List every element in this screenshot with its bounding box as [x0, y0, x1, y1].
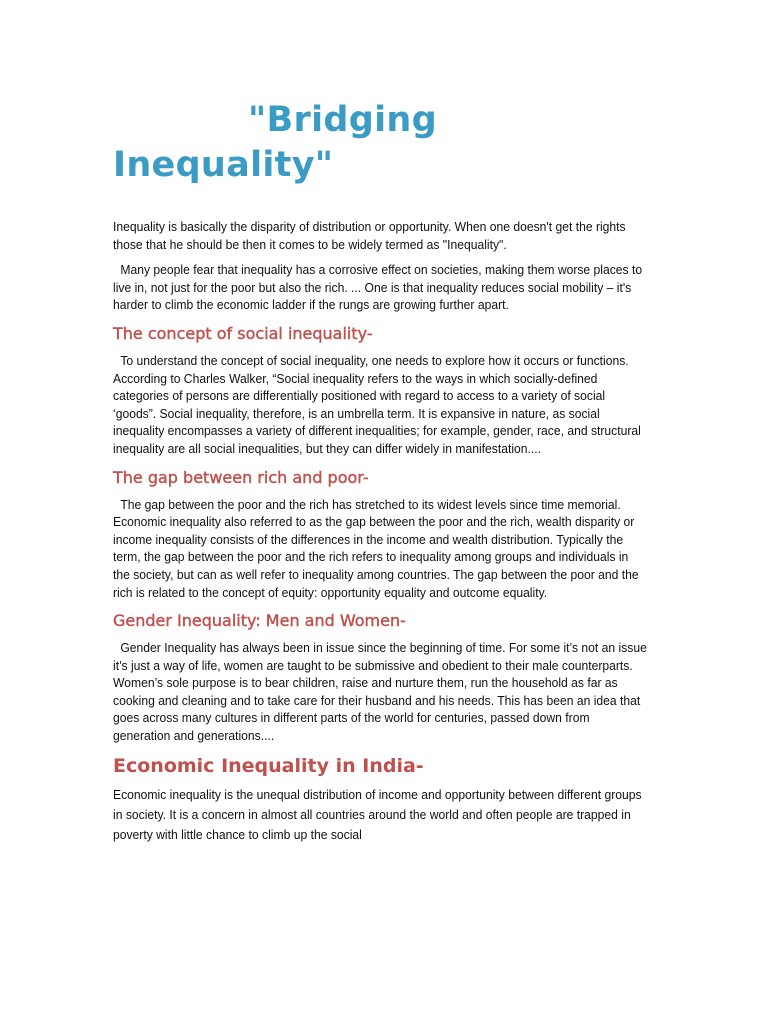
title-line-1: "Bridging — [248, 100, 437, 140]
section-heading-gender-inequality: Gender Inequality: Men and Women- — [113, 611, 406, 631]
intro-paragraph-2 — [113, 261, 648, 314]
section-heading-rich-poor-gap: The gap between rich and poor- — [113, 467, 369, 487]
title-line-2: Inequality" — [113, 145, 334, 185]
document-content — [113, 98, 653, 853]
intro-paragraph-2-text: Many people fear that inequality has a corrosive effect on societies, making them worse places to live in, not just for the poor but also the rich. ... One is that inequality reduces social mobility – it's harder to climb the economic ladder if the rungs are growing further apart. — [113, 262, 643, 313]
section-body-rich-poor-gap-text: The gap between the poor and the rich has stretched to its widest levels since time memorial. Economic inequality also referred to as the gap between the poor and the rich, wealth disparity or income inequality consists of the differences in the income and wealth distribution. Typically the term, the gap between the poor and the rich refers to inequality among groups and individuals in the society, but can as well refer to inequality among countries. The gap between the poor and the rich is related to the concept of equity: opportunity equality and outcome equality. — [113, 496, 639, 600]
section-body-rich-poor-gap — [113, 496, 648, 602]
section-heading-economic-inequality-india: Economic Inequality in India- — [113, 754, 424, 777]
section-body-gender-inequality-text: Gender Inequality has always been in issue since the beginning of time. For some it’s not an issue it’s just a way of life, women are taught to be submissive and obedient to their male counterparts. Women’s sole purpose is to bear children, raise and nurture them, run the household as far as cooking and cleaning and to take care for their husband and his needs. This has been an idea that goes across many cultures in different parts of the world for centuries, passed down from generation and generations.... — [113, 640, 647, 744]
section-body-gender-inequality — [113, 639, 648, 745]
section-heading-social-inequality: The concept of social inequality- — [113, 323, 373, 343]
section-body-economic-inequality-india: Economic inequality is the unequal distribution of income and opportunity between different groups in society. It is a concern in almost all countries around the world and often people are trapped in poverty with little chance to climb up the social — [113, 786, 642, 842]
section-body-social-inequality-text: To understand the concept of social inequality, one needs to explore how it occurs or functions. According to Charles Walker, “Social inequality refers to the ways in which socially-defined categories of persons are differentially positioned with regard to access to a variety of social ‘goods”. Social inequality, therefore, is an umbrella term. It is expansive in nature, as social inequality encompasses a variety of different inequalities; for example, gender, race, and structural inequality are all social inequalities, but they can differ widely in manifestation.... — [113, 352, 641, 456]
section-body-social-inequality — [113, 352, 648, 458]
document-title — [113, 98, 653, 188]
intro-paragraph-1: Inequality is basically the disparity of distribution or opportunity. When one doesn't get the rights those that he should be then it comes to be widely termed as "Inequality". — [113, 219, 626, 252]
